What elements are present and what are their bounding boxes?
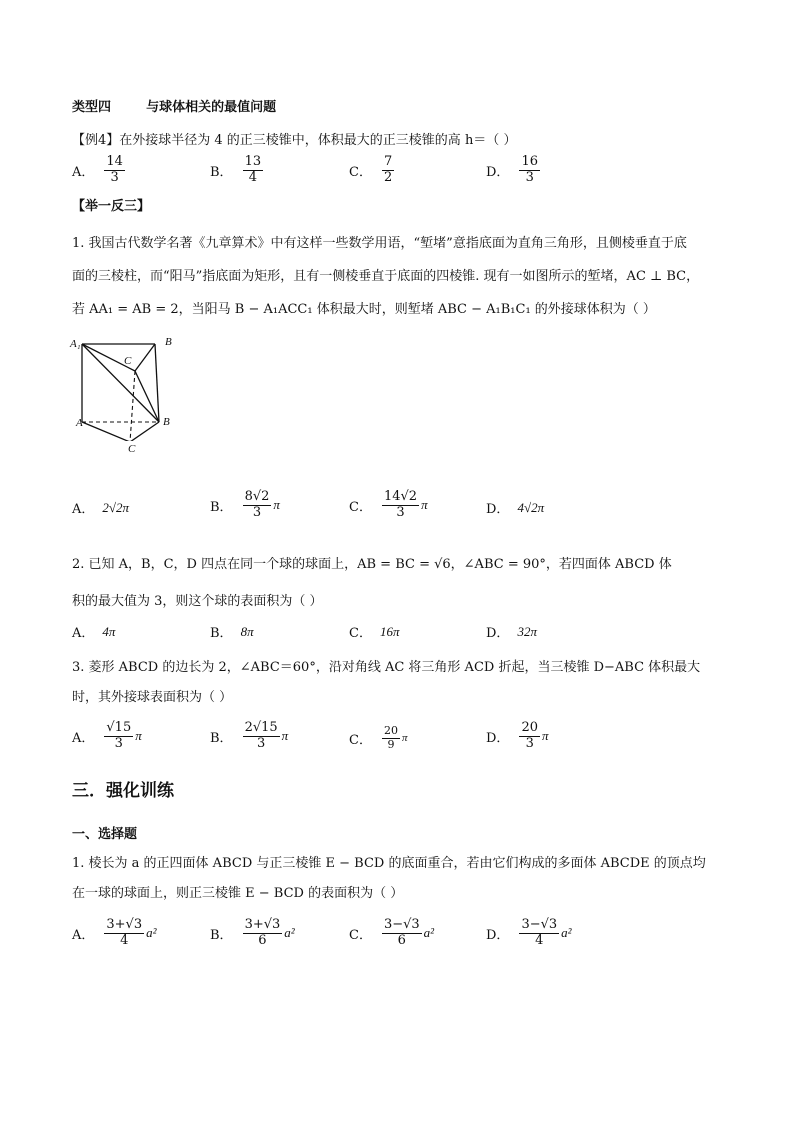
label-c: C [128, 443, 136, 455]
practice-q3-option-d [486, 721, 549, 752]
option-label: B． [210, 626, 233, 641]
fraction [104, 721, 133, 752]
numerator: 3−√3 [383, 917, 420, 932]
practice-q1-option-b [210, 490, 280, 521]
option-suffix: π [273, 497, 280, 513]
denominator: 9 [387, 737, 395, 751]
denominator: 3 [256, 735, 266, 751]
option-value: 16π [379, 623, 400, 639]
option-label: D． [486, 626, 510, 641]
denominator: 3 [252, 504, 262, 520]
numerator: 3+√3 [244, 917, 281, 932]
numerator: 2√15 [244, 720, 278, 735]
practice-q2-option-c [349, 622, 399, 641]
section-type-title [72, 96, 276, 115]
practice-q3-option-c [349, 725, 407, 751]
option-label: C． [349, 164, 372, 180]
denominator: 4 [535, 932, 544, 948]
edge-c1b [135, 371, 159, 422]
practice-q1-option-d [486, 498, 544, 517]
option-label: C． [349, 732, 372, 748]
option-label: B． [210, 927, 233, 943]
practice-q3-line1: 3. 菱形 ABCD 的边长为 2，∠ABC＝60°，沿对角线 AC 将三角形 ACD 折起，当三棱锥 D−ABC 体积最大 [72, 660, 701, 675]
option-label: D． [486, 730, 510, 746]
practice-q2-line1: 2. 已知 A，B，C，D 四点在同一个球的球面上，AB = BC = √6，∠ABC = 90°，若四面体 ABCD 体 [72, 557, 672, 572]
numerator: 14 [106, 154, 123, 169]
label-b1: B [165, 336, 172, 348]
section-3-title: 三．强化训练 [72, 781, 174, 801]
option-label: A． [72, 626, 95, 641]
practice-q1-line3: 若 AA₁ = AB = 2，当阳马 B − A₁ACC₁ 体积最大时，则堑堵 ABC − A₁B₁C₁ 的外接球体积为（ ） [72, 302, 656, 317]
denominator: 3 [525, 169, 534, 185]
denominator: 4 [248, 169, 257, 185]
fraction [243, 490, 272, 521]
fraction [243, 155, 264, 186]
section-3-subtitle: 一、选择题 [72, 827, 138, 842]
option-label: B． [210, 730, 233, 746]
numerator: 3−√3 [521, 917, 558, 932]
fraction [382, 725, 400, 751]
option-label: A． [72, 502, 95, 517]
fraction [382, 918, 422, 949]
option-suffix: a² [284, 925, 295, 941]
fraction [104, 155, 125, 186]
example-4-option-b [210, 155, 265, 186]
option-label: C． [349, 499, 372, 515]
example-4-option-a [72, 155, 127, 186]
option-suffix: a² [146, 925, 157, 941]
numerator: 14√2 [383, 489, 418, 504]
denominator: 3 [114, 735, 123, 751]
option-suffix: a² [561, 925, 572, 941]
practice-q1-line2: 面的三棱柱，而“阳马”指底面为矩形，且有一侧棱垂直于底面的四棱锥. 现有一如图所示的堑堵，AC ⊥ BC， [72, 269, 700, 284]
option-label: D． [486, 502, 510, 517]
numerator: 20 [383, 724, 398, 737]
numerator: 16 [521, 154, 538, 169]
edge-cc1-hidden [130, 371, 135, 441]
numerator: 20 [521, 720, 538, 735]
type-label: 类型四 [72, 100, 112, 115]
label-a: A [76, 417, 83, 429]
option-value: 2√2π [102, 499, 130, 515]
denominator: 6 [397, 932, 406, 948]
practice-q1-option-a [72, 498, 129, 517]
label-c1: C [124, 355, 132, 367]
option-label: C． [349, 927, 372, 943]
option-label: A． [72, 927, 95, 943]
training-q1-option-c [349, 918, 434, 949]
denominator: 2 [383, 169, 393, 185]
fraction [519, 155, 540, 186]
option-label: A． [72, 164, 95, 180]
option-label: B． [210, 164, 233, 180]
denominator: 3 [525, 735, 534, 751]
practice-q3-option-a [72, 721, 142, 752]
numerator: 13 [244, 154, 262, 169]
example-4-option-c [349, 155, 396, 186]
fraction [519, 721, 540, 752]
fraction [382, 490, 419, 521]
example-4-question: 【例4】在外接球半径为 4 的正三棱锥中，体积最大的正三棱锥的高 h＝（ ） [72, 133, 517, 148]
label-a1: A₁ [70, 338, 81, 350]
practice-q3-option-b [210, 721, 288, 752]
practice-q3-line2: 时，其外接球表面积为（ ） [72, 690, 233, 705]
training-q1-line2: 在一球的球面上，则正三棱锥 E − BCD 的表面积为（ ） [72, 886, 404, 901]
numerator: 3+√3 [106, 917, 143, 932]
option-suffix: a² [423, 925, 435, 941]
numerator: 8√2 [244, 489, 270, 504]
edge-ac [82, 422, 130, 441]
practice-q1-option-c [349, 490, 428, 521]
fraction [382, 155, 394, 186]
training-q1-line1: 1. 棱长为 a 的正四面体 ABCD 与正三棱锥 E − BCD 的底面重合，若由它们构成的多面体 ABCDE 的顶点均 [72, 856, 706, 871]
option-suffix: π [421, 497, 428, 513]
denominator: 4 [120, 932, 129, 948]
edge-bc [130, 422, 159, 441]
type-subtitle: 与球体相关的最值问题 [146, 100, 277, 115]
option-value: 4√2π [517, 499, 545, 515]
option-label: B． [210, 499, 233, 515]
option-label: D． [486, 927, 510, 943]
option-suffix: π [135, 728, 142, 744]
denominator: 6 [258, 932, 267, 948]
label-b: B [163, 416, 170, 428]
option-suffix: π [281, 728, 289, 744]
option-value: 32π [517, 623, 537, 639]
denominator: 3 [110, 169, 119, 185]
practice-heading: 【举一反三】 [72, 199, 151, 214]
numerator: 7 [383, 154, 393, 169]
fraction [243, 918, 283, 949]
fraction [104, 918, 144, 949]
edge-bb1 [155, 344, 159, 422]
training-q1-option-a [72, 918, 157, 949]
numerator: √15 [106, 720, 132, 735]
training-q1-option-d [486, 918, 572, 949]
denominator: 3 [396, 504, 405, 520]
practice-q1-line1: 1. 我国古代数学名著《九章算术》中有这样一些数学用语，“堑堵”意指底面为直角三角形，且侧棱垂直于底 [72, 236, 687, 251]
option-label: C． [349, 626, 372, 641]
fraction [519, 918, 559, 949]
practice-q2-option-b [210, 622, 254, 641]
edge-b1c1 [135, 344, 155, 371]
training-q1-option-b [210, 918, 295, 949]
example-4-option-d [486, 155, 542, 186]
option-value: 4π [102, 623, 116, 639]
option-label: A． [72, 730, 95, 746]
option-value: 8π [240, 623, 254, 639]
practice-q2-line2: 积的最大值为 3，则这个球的表面积为（ ） [72, 594, 323, 609]
edge-a1b [82, 344, 159, 422]
option-label: D． [486, 164, 510, 180]
option-suffix: π [541, 728, 549, 744]
practice-q2-option-d [486, 622, 537, 641]
practice-q2-option-a [72, 622, 115, 641]
option-suffix: π [401, 732, 408, 745]
fraction [243, 721, 280, 752]
